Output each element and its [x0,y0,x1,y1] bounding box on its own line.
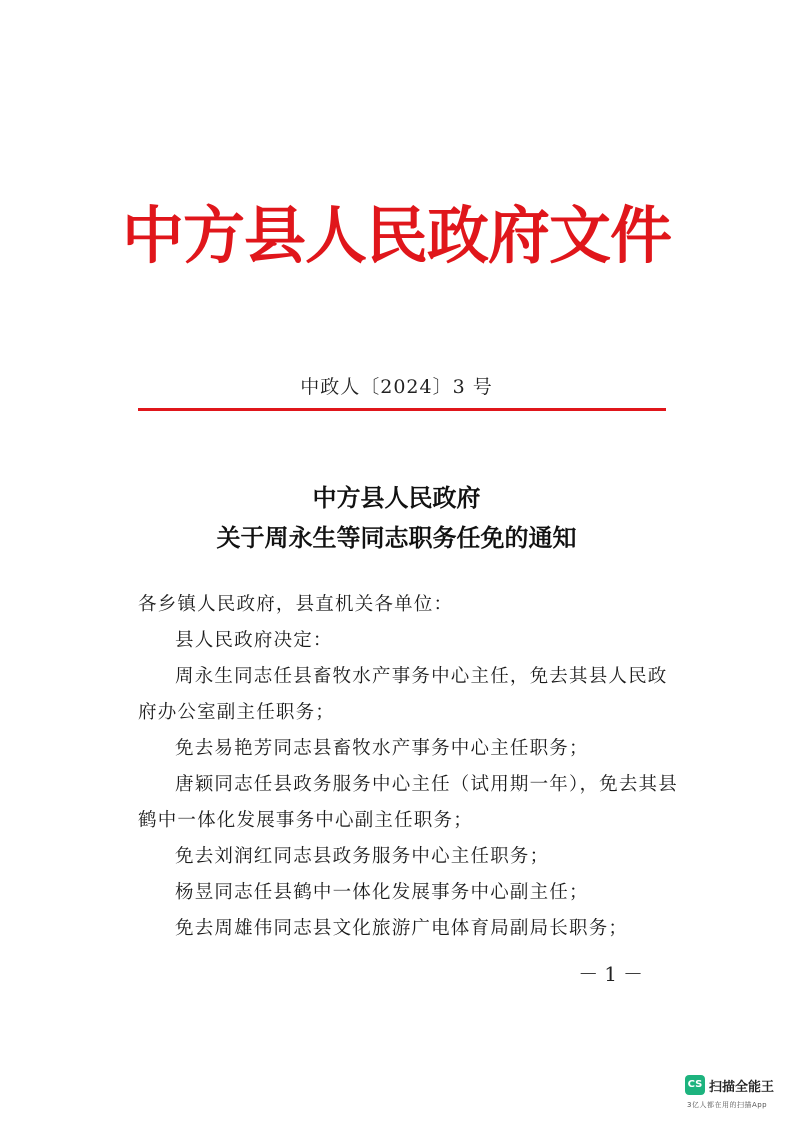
page-number: －1－ [578,962,649,986]
paragraph: 唐颖同志任县政务服务中心主任（试用期一年），免去其县鹤中一体化发展事务中心副主任职务； [138,774,678,831]
document-title [0,478,793,558]
paragraph: 免去刘润红同志县政务服务中心主任职务； [175,846,550,867]
paragraph: 县人民政府决定： [175,630,333,651]
paragraph: 免去周雄伟同志县文化旅游广电体育局副局长职务； [175,918,629,939]
camscanner-logo-icon: CS [685,1075,705,1095]
document-number: 中政人〔2024〕3 号 [300,376,493,398]
title-line-1: 中方县人民政府 [312,483,481,512]
scanner-watermark [685,1075,781,1115]
paragraph: 周永生同志任县畜牧水产事务中心主任，免去其县人民政府办公室副主任职务； [138,666,668,723]
red-divider-line [138,408,666,411]
document-masthead: 中方县人民政府文件 [121,199,671,272]
paragraph: 杨昱同志任县鹤中一体化发展事务中心副主任； [175,882,589,903]
scanner-app-name: 扫描全能王 [709,1080,775,1095]
scanner-tagline: 3亿人都在用的扫描App [687,1101,768,1109]
salutation: 各乡镇人民政府，县直机关各单位： [138,594,454,615]
paragraph: 免去易艳芳同志县畜牧水产事务中心主任职务； [175,738,589,759]
title-line-2: 关于周永生等同志职务任免的通知 [216,523,577,552]
document-body [138,587,678,947]
